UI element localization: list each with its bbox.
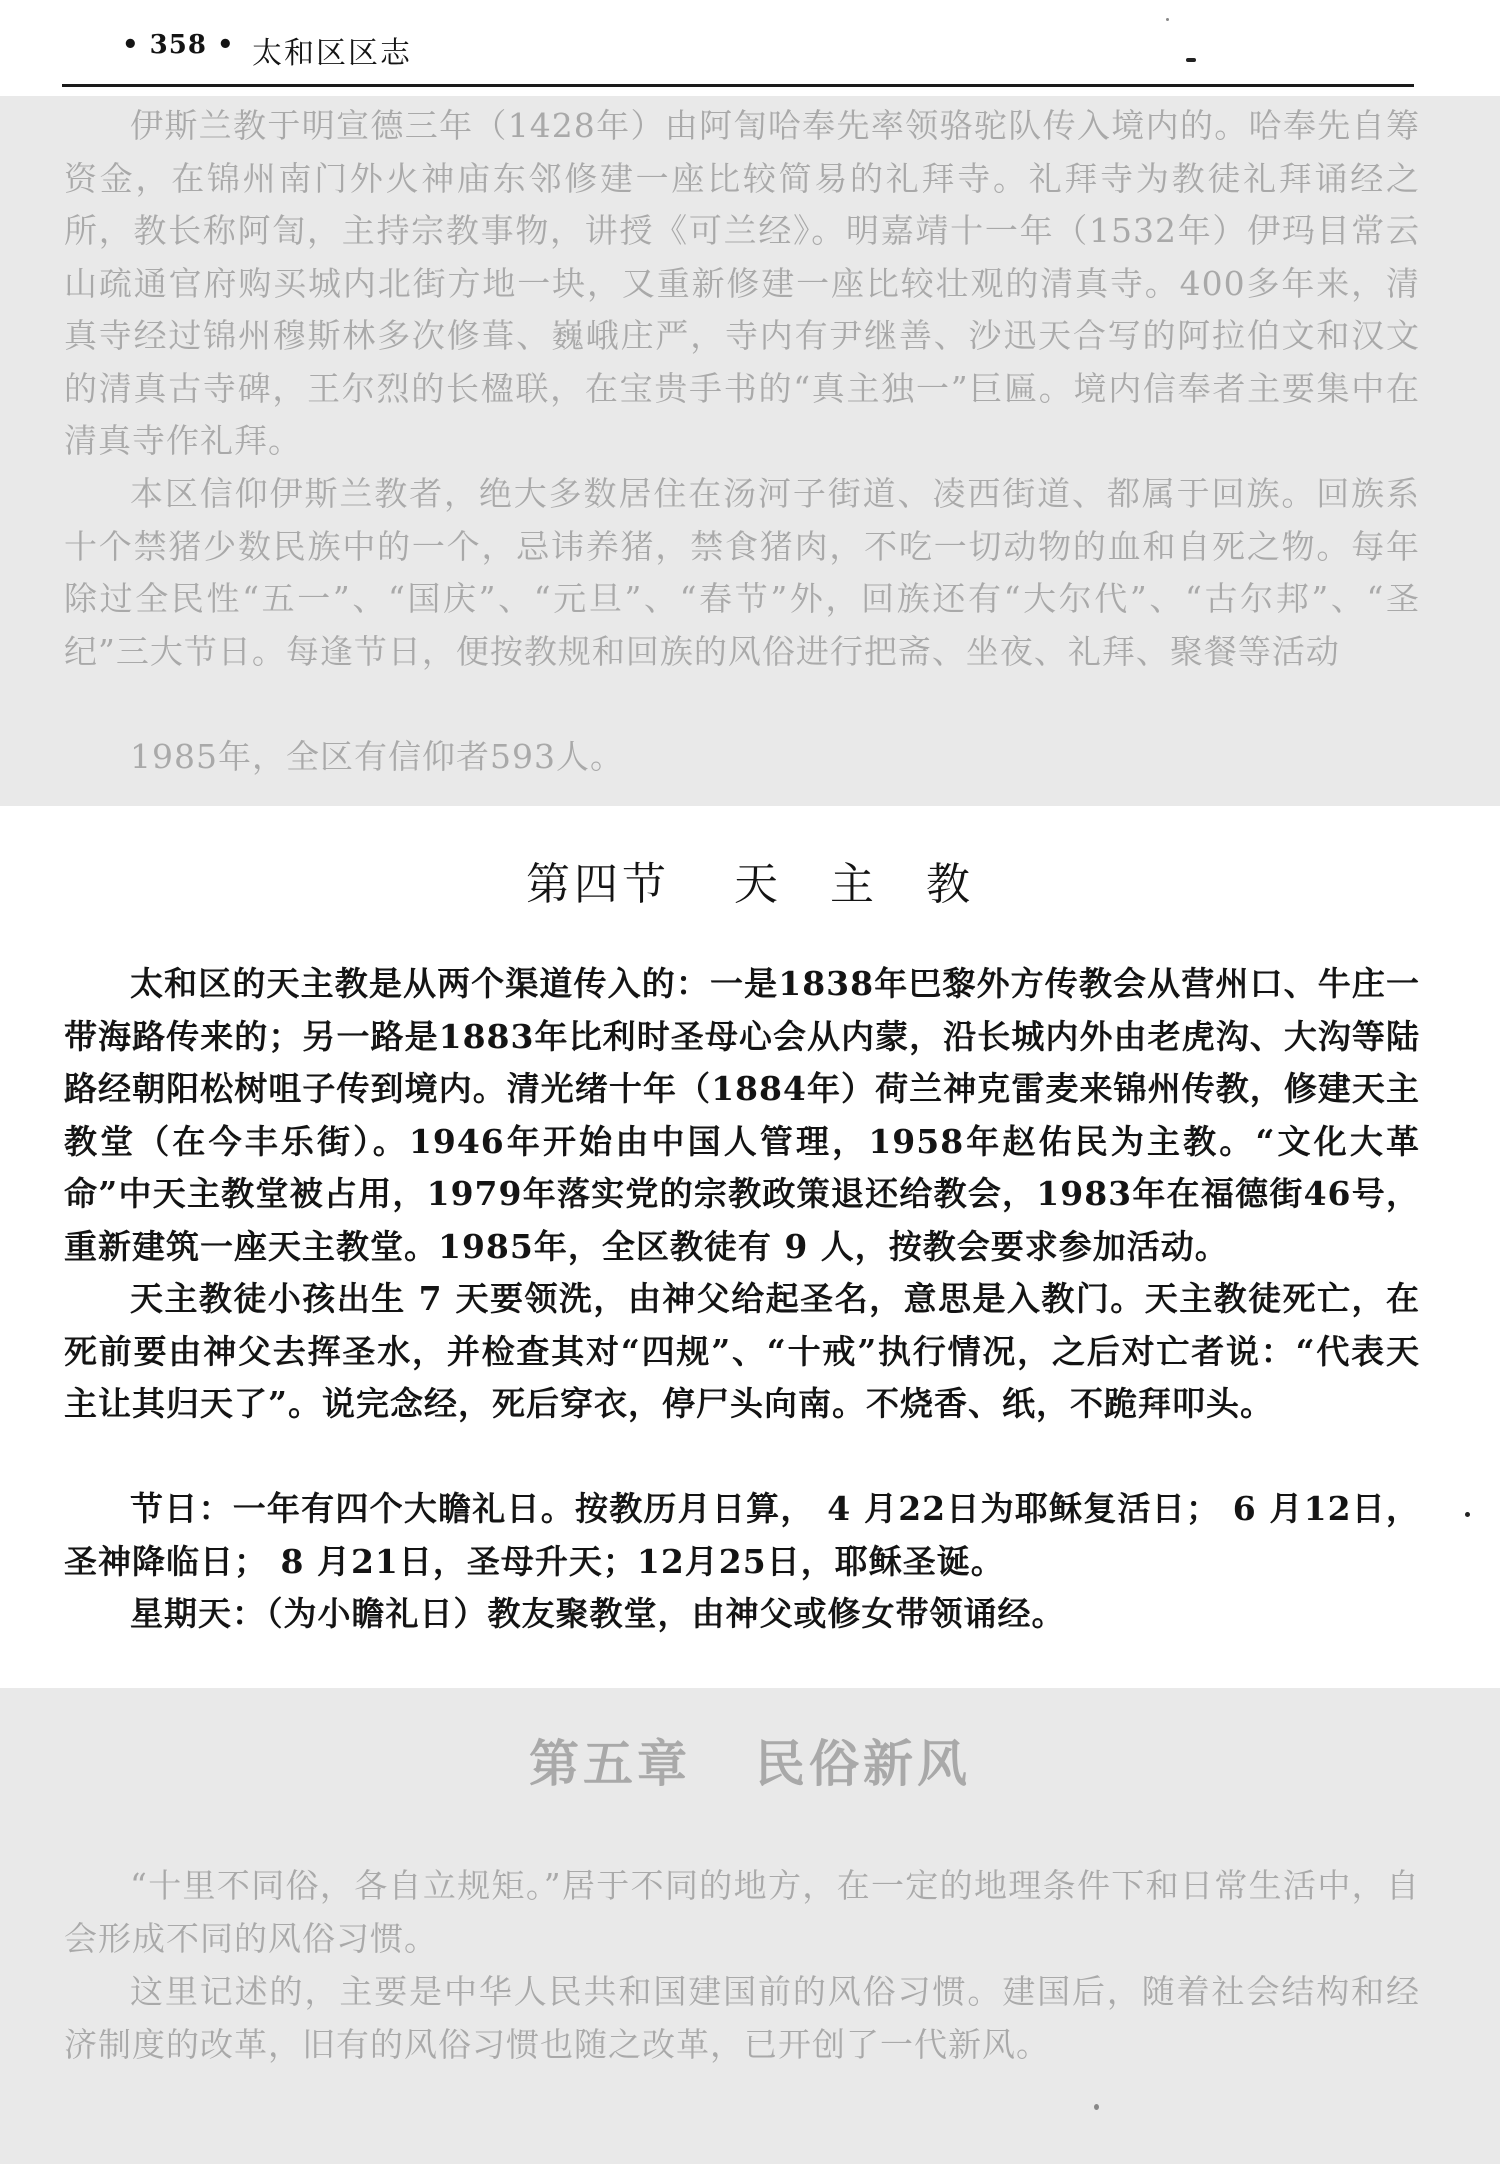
islam-paragraph-2: 本区信仰伊斯兰教者，绝大多数居住在汤河子街道、凌西街道、都属于回族。回族系十个禁猪少数民族中的一个，忌讳养猪，禁食猪肉，不吃一切动物的血和自死之物。每年除过全民性“五一”、“国庆”、“元旦”、“春节”外，回族还有“大尔代”、“古尔邦”、“圣纪”三大节日。每逢节日，便按教规和回族的风俗进行把斋、坐夜、礼拜、聚餐等活动	[64, 474, 1420, 671]
header-rule	[62, 84, 1414, 87]
page-header	[0, 0, 1500, 96]
catholic-paragraph-3: 节日：一年有四个大瞻礼日。按教历月日算， 4 月22日为耶稣复活日； 6 月12日，圣神降临日； 8 月21日，圣母升天；12月25日，耶稣圣诞。	[64, 1489, 1420, 1581]
scan-mark	[1186, 58, 1196, 62]
section-number: 第四节	[526, 859, 670, 910]
catholic-paragraph-4: 星期天：（为小瞻礼日）教友聚教堂，由神父或修女带领诵经。	[130, 1594, 1066, 1633]
scan-speck	[1094, 2104, 1099, 2110]
islam-paragraph-3: 1985年，全区有信仰者593人。	[130, 737, 624, 776]
chapter-number: 第五章	[529, 1734, 691, 1793]
scan-speck	[1166, 18, 1169, 21]
catholic-paragraph-2: 天主教徒小孩出生 7 天要领洗，由神父给起圣名，意思是入教门。天主教徒死亡，在死前要由神父去挥圣水，并检查其对“四规”、“十戒”执行情况，之后对亡者说：“代表天主让其归天了”。说完念经，死后穿衣，停尸头向南。不烧香、纸，不跪拜叩头。	[64, 1279, 1420, 1423]
section-name: 天 主 教	[734, 859, 974, 910]
chapter-title	[0, 1724, 1500, 1796]
book-title: 太和区区志	[252, 36, 412, 71]
catholic-paragraph-1: 太和区的天主教是从两个渠道传入的：一是1838年巴黎外方传教会从营州口、牛庄一带海路传来的；另一路是1883年比利时圣母心会从内蒙，沿长城内外由老虎沟、大沟等陆路经朝阳松树咀子传到境内。清光绪十年（1884年）荷兰神克雷麦来锦州传教，修建天主教堂（在今丰乐街）。1946年开始由中国人管理，1958年赵佑民为主教。“文化大革命”中天主教堂被占用，1979年落实党的宗教政策退还给教会，1983年在福德街46号，重新建筑一座天主教堂。1985年，全区教徒有 9 人，按教会要求参加活动。	[64, 964, 1420, 1266]
page-number: • 358 •	[122, 30, 235, 60]
section-title	[0, 848, 1500, 912]
scan-speck	[1465, 1512, 1470, 1517]
chapter-name: 民俗新风	[755, 1734, 971, 1793]
chapter-paragraph-2: 这里记述的，主要是中华人民共和国建国前的风俗习惯。建国后，随着社会结构和经济制度的改革，旧有的风俗习惯也随之改革，已开创了一代新风。	[64, 1972, 1420, 2064]
islam-paragraph-1: 伊斯兰教于明宣德三年（1428年）由阿訇哈奉先率领骆驼队传入境内的。哈奉先自筹资金，在锦州南门外火神庙东邻修建一座比较简易的礼拜寺。礼拜寺为教徒礼拜诵经之所，教长称阿訇，主持宗教事物，讲授《可兰经》。明嘉靖十一年（1532年）伊玛目常云山疏通官府购买城内北街方地一块，又重新修建一座比较壮观的清真寺。400多年来，清真寺经过锦州穆斯林多次修葺、巍峨庄严，寺内有尹继善、沙迅天合写的阿拉伯文和汉文的清真古寺碑，王尔烈的长楹联，在宝贵手书的“真主独一”巨匾。境内信奉者主要集中在清真寺作礼拜。	[64, 106, 1420, 460]
chapter-paragraph-1: “十里不同俗，各自立规矩。”居于不同的地方，在一定的地理条件下和日常生活中，自会形成不同的风俗习惯。	[64, 1866, 1420, 1958]
